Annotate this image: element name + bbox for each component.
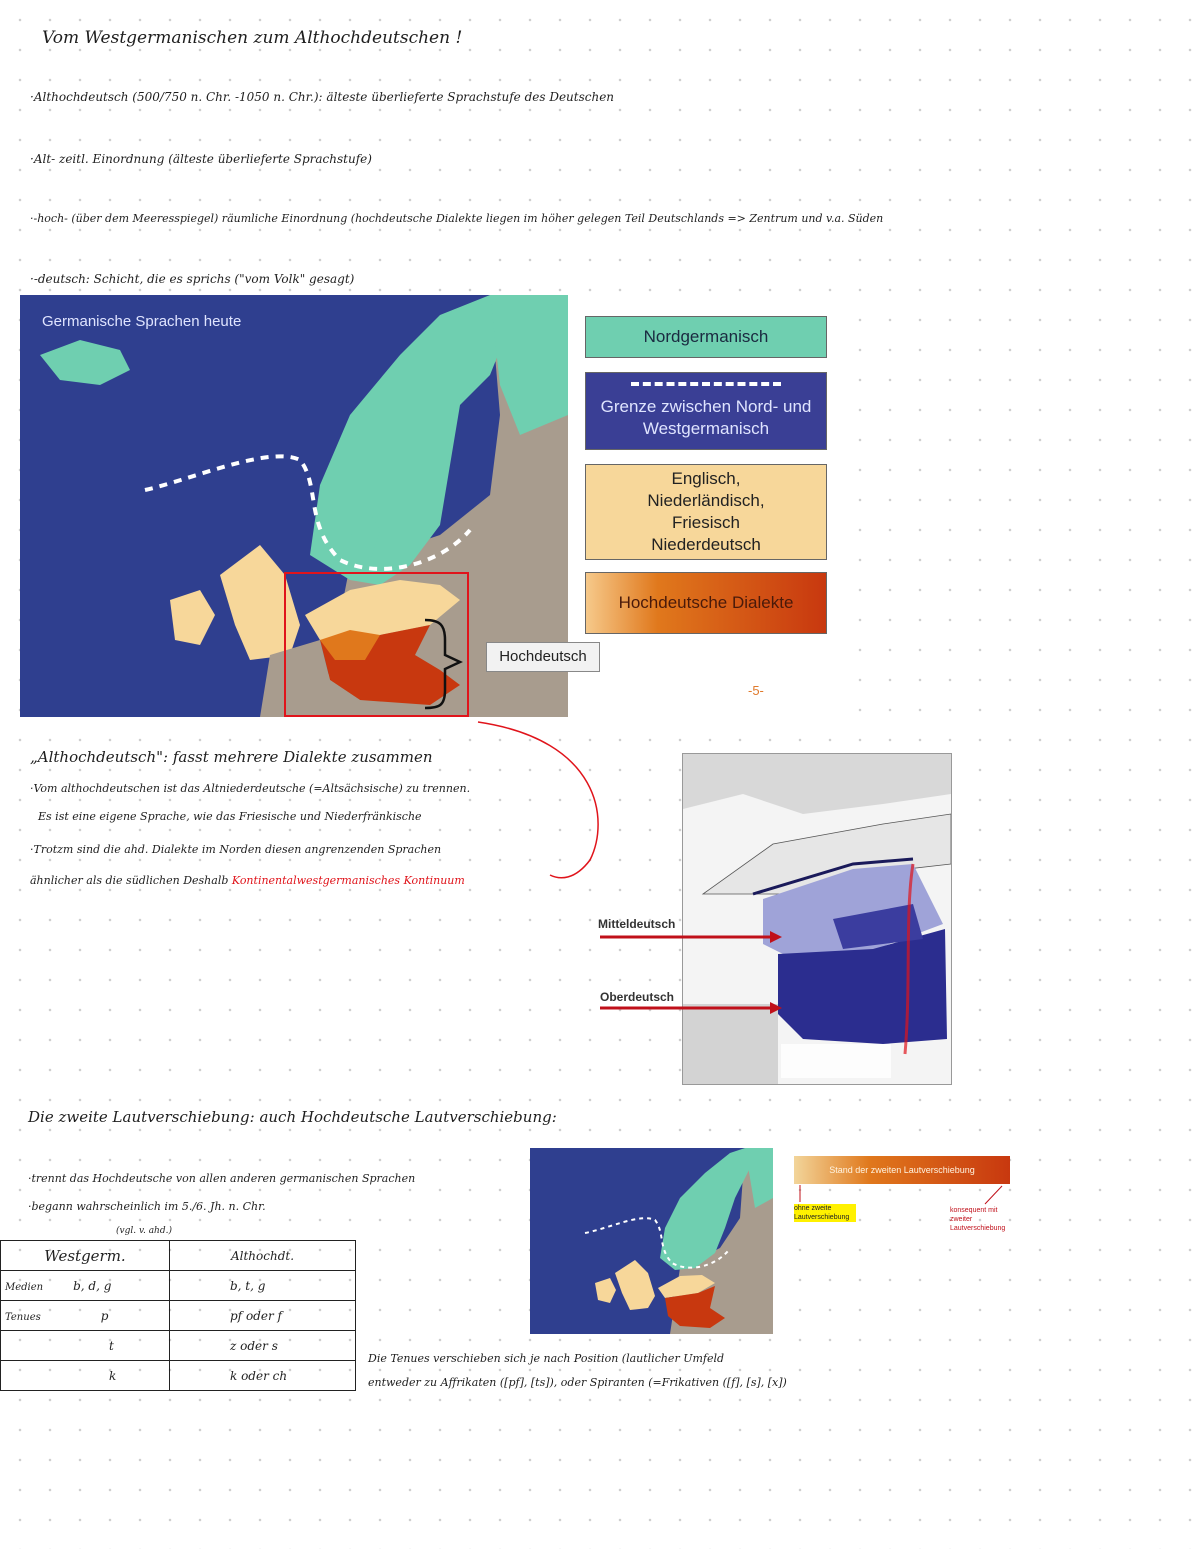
legend-hochdeutsch — [585, 572, 827, 634]
table-header-row — [1, 1241, 356, 1271]
table-header: Althochdt. — [170, 1241, 356, 1271]
row-category: Medien — [5, 1281, 44, 1293]
dialect-map — [682, 753, 952, 1085]
continuum-highlight: Kontinentalwestgermanisches Kontinuum — [231, 874, 465, 887]
notes-heading: Vom Westgermanischen zum Althochdeutschen ! — [42, 28, 463, 48]
label-ohne: ohne zweite Lautverschiebung — [794, 1204, 856, 1222]
legend-label: Englisch, Niederländisch, Friesisch Niederdeutsch — [647, 469, 765, 554]
section3-bullet-1: ·trennt das Hochdeutsche von allen anderen germanischen Sprachen — [28, 1172, 416, 1185]
row-westgerm: p — [100, 1308, 109, 1323]
table-cell: k oder ch — [170, 1361, 356, 1391]
section3-explain-2: entweder zu Affrikaten ([pf], [ts]), oder Spiranten (=Frikativen ([f], [s], [x]) — [368, 1376, 787, 1389]
legend-label: Hochdeutsche Dialekte — [618, 593, 794, 612]
section3-bullet-2: ·begann wahrscheinlich im 5./6. Jh. n. Chr. — [28, 1200, 266, 1213]
map-title: Germanische Sprachen heute — [42, 313, 242, 330]
small-legend-title: Stand der zweiten Lautverschiebung — [829, 1165, 975, 1175]
table-cell — [1, 1361, 170, 1391]
table-cell: pf oder f — [170, 1301, 356, 1331]
table-cell: z oder s — [170, 1331, 356, 1361]
section2-line-1: ·Vom althochdeutschen ist das Altniederdeutsche (=Altsächsische) zu trennen. — [30, 782, 471, 795]
legend-dashed-line — [631, 382, 781, 386]
table-row — [1, 1271, 356, 1301]
legend-label: Grenze zwischen Nord- und Westgermanisch — [600, 397, 812, 438]
table-cell — [1, 1331, 170, 1361]
small-map-graphic — [530, 1148, 773, 1334]
small-legend-bar — [794, 1156, 1010, 1184]
dialect-map-graphic — [683, 754, 951, 1084]
sound-shift-table — [0, 1240, 356, 1391]
table-cell — [1, 1271, 170, 1301]
table-row — [1, 1301, 356, 1331]
legend-westgermanisch — [585, 464, 827, 560]
section2-line-3: ·Trotzm sind die ahd. Dialekte im Norden diesen angrenzenden Sprachen — [30, 843, 442, 856]
row-category: Tenues — [5, 1311, 41, 1323]
notes-line-3: ·-hoch- (über dem Meeresspiegel) räumliche Einordnung (hochdeutsche Dialekte liegen im höher gelegen Teil Deutschlands => Zentrum und v.a. Süden — [30, 212, 884, 225]
table-row — [1, 1361, 356, 1391]
section2-line-4-text: ähnlicher als die südlichen Deshalb — [30, 874, 229, 887]
notes-line-2: ·Alt- zeitl. Einordnung (älteste überlieferte Sprachstufe) — [30, 152, 372, 166]
page-number: -5- — [748, 683, 764, 698]
section3-note: (vgl. v. ahd.) — [116, 1226, 172, 1236]
legend-label: Nordgermanisch — [643, 327, 769, 346]
label-mitteldeutsch: Mitteldeutsch — [598, 917, 676, 931]
label-oberdeutsch: Oberdeutsch — [600, 990, 675, 1004]
small-map — [530, 1148, 773, 1334]
row-westgerm: b, d, g — [73, 1278, 112, 1293]
hochdeutsch-label: Hochdeutsch — [486, 642, 600, 672]
row-westgerm: k — [109, 1368, 117, 1383]
section2-line-2: Es ist eine eigene Sprache, wie das Friesische und Niederfränkische — [38, 810, 422, 823]
section2-heading: „Althochdeutsch": fasst mehrere Dialekte zusammen — [30, 748, 433, 766]
legend-grenze — [585, 372, 827, 450]
notes-line-1: ·Althochdeutsch (500/750 n. Chr. -1050 n. Chr.): älteste überlieferte Sprachstufe des Deutschen — [30, 90, 615, 104]
table-cell — [1, 1301, 170, 1331]
table-header: Westgerm. — [1, 1241, 170, 1271]
table-row — [1, 1331, 356, 1361]
notes-line-4: ·-deutsch: Schicht, die es sprichs ("vom Volk" gesagt) — [30, 272, 355, 286]
label-mit: konsequent mit zweiter Lautverschiebung — [950, 1207, 1006, 1232]
row-westgerm: t — [109, 1338, 114, 1353]
section2-line-4 — [30, 874, 465, 887]
legend-nordgermanisch — [585, 316, 827, 358]
table-cell: b, t, g — [170, 1271, 356, 1301]
section3-explain-1: Die Tenues verschieben sich je nach Position (lautlicher Umfeld — [368, 1352, 725, 1365]
section3-heading: Die zweite Lautverschiebung: auch Hochdeutsche Lautverschiebung: — [28, 1108, 557, 1126]
